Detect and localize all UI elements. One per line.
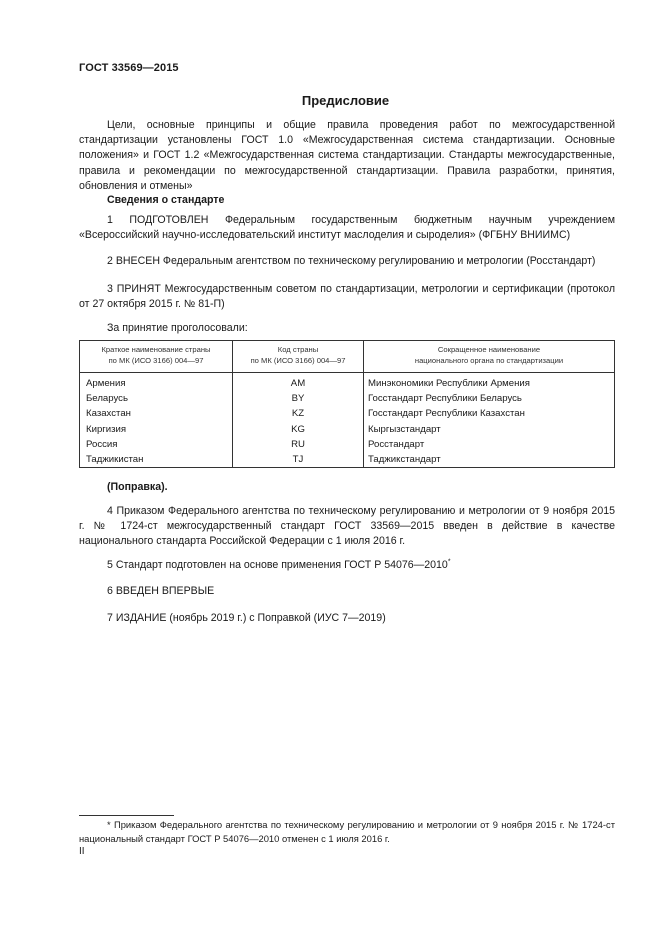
country-cell: Казахстан [80, 406, 233, 421]
item-4-paragraph: 4 Приказом Федерального агентства по техническому регулированию и метрологии от 9 ноября 2015 г. № 1724-ст межгосударственный стандарт ГОСТ 33569—2015 введен в действие в качестве национального стандарта Российской Федерации с 1 июля 2016 г. [79, 505, 615, 548]
table-header-country-line1: Краткое наименование страны [101, 345, 211, 354]
intro-paragraph: Цели, основные принципы и общие правила проведения работ по межгосударственной стандартизации установлены ГОСТ 1.0 «Межгосударственная система стандартизации. Основные положения» и ГОСТ 1.2 «Межгосударственная система стандартизации. Стандарты межгосударственные, правила и рекомендации по межгосударственной стандартизации. Правила разработки, принятия, обновления и отмены» [79, 119, 615, 192]
item-3-paragraph: 3 ПРИНЯТ Межгосударственным советом по стандартизации, метрологии и сертификации (протокол от 27 октября 2015 г. № 81-П) [79, 283, 615, 311]
country-cell: Беларусь [80, 391, 233, 406]
code-cell: BY [233, 391, 364, 406]
body-cell: Кыргызстандарт [364, 422, 615, 437]
item-7-paragraph: 7 ИЗДАНИЕ (ноябрь 2019 г.) с Поправкой (ИУС 7—2019) [107, 612, 386, 624]
code-cell: KZ [233, 406, 364, 421]
table-header-code [233, 341, 364, 373]
body-cell: Госстандарт Республики Казахстан [364, 406, 615, 421]
country-cell: Россия [80, 437, 233, 452]
table-row [80, 422, 615, 437]
page-title: Предисловие [301, 93, 390, 108]
table-row [80, 437, 615, 452]
table-row [80, 406, 615, 421]
page-number: II [79, 846, 85, 857]
code-cell: KG [233, 422, 364, 437]
document-header: ГОСТ 33569—2015 [79, 62, 179, 74]
table-header-code-line2: по МК (ИСО 3166) 004—97 [250, 356, 346, 365]
table-header-row [80, 341, 615, 373]
section-heading: Сведения о стандарте [107, 194, 225, 206]
body-cell: Минэкономики Республики Армения [364, 373, 615, 392]
country-cell: Киргизия [80, 422, 233, 437]
footnote-text: * Приказом Федерального агентства по техническому регулированию и метрологии от 9 ноября 2015 г. № 1724-ст национальный стандарт ГОСТ Р 54076—2010 отменен с 1 июля 2016 г. [79, 819, 615, 844]
table-row [80, 452, 615, 468]
body-cell: Росстандарт [364, 437, 615, 452]
table-header-country-line2: по МК (ИСО 3166) 004—97 [108, 356, 204, 365]
code-cell: RU [233, 437, 364, 452]
country-cell: Армения [80, 373, 233, 392]
table-row [80, 373, 615, 392]
code-cell: TJ [233, 452, 364, 468]
country-cell: Таджикистан [80, 452, 233, 468]
item-6-paragraph: 6 ВВЕДЕН ВПЕРВЫЕ [107, 585, 215, 597]
footnote-divider [79, 815, 174, 816]
table-header-country [80, 341, 233, 373]
code-cell: AM [233, 373, 364, 392]
table-header-body-line1: Сокращенное наименование [437, 345, 541, 354]
table-header-body [364, 341, 615, 373]
item-1-paragraph: 1 ПОДГОТОВЛЕН Федеральным государственным бюджетным научным учреждением «Всероссийский научно-исследовательский институт маслоделия и сыроделия» (ФГБНУ ВНИИМС) [79, 214, 615, 242]
item-5-text: 5 Стандарт подготовлен на основе применения ГОСТ Р 54076—2010 [107, 559, 448, 571]
item-5-paragraph [107, 559, 451, 571]
table-header-code-line1: Код страны [277, 345, 319, 354]
item-2-paragraph: 2 ВНЕСЕН Федеральным агентством по техническому регулированию и метрологии (Росстандарт) [107, 255, 596, 267]
table-row [80, 391, 615, 406]
body-cell: Таджикстандарт [364, 452, 615, 468]
table-header-body-line2: национального органа по стандартизации [414, 356, 564, 365]
voting-states-table [79, 340, 615, 468]
footnote-mark: * [447, 558, 451, 566]
voted-label: За принятие проголосовали: [107, 322, 248, 334]
body-cell: Госстандарт Республики Беларусь [364, 391, 615, 406]
amendment-note: (Поправка). [107, 481, 168, 493]
